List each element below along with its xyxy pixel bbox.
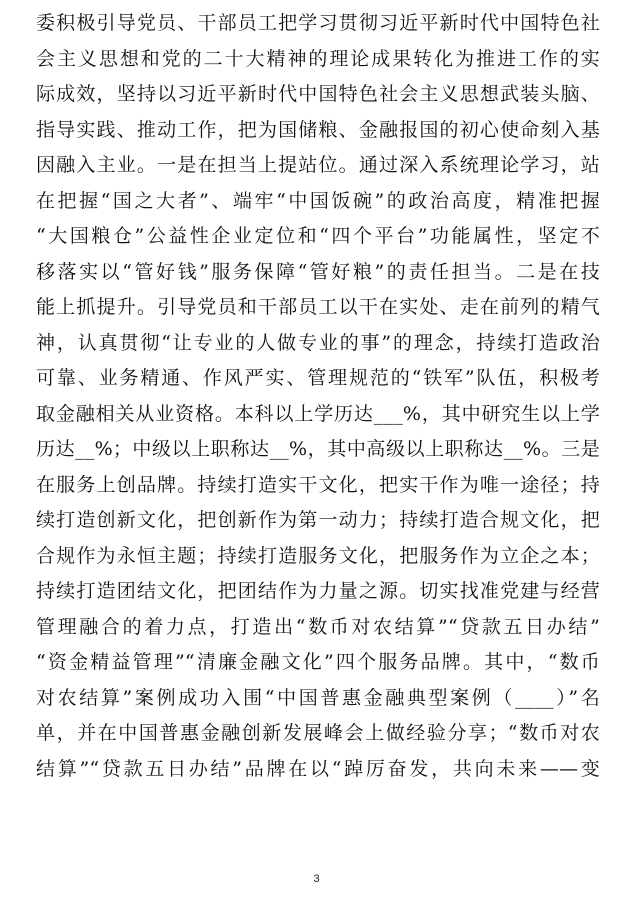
text-line: 历达__%；中级以上职称达__%，其中高级以上职称达__%。三是 (36, 438, 600, 460)
text-line: 在服务上创品牌。持续打造实干文化，把实干作为唯一途径；持 (36, 473, 600, 496)
text-line: “资金精益管理”“清廉金融文化”四个服务品牌。其中，“数币 (36, 651, 600, 673)
text-line: 神，认真贯彻“让专业的人做专业的事”的理念，持续打造政治 (36, 331, 600, 354)
text-line: 能上抓提升。引导党员和干部员工以干在实处、走在前列的精气 (36, 296, 600, 318)
text-line: “大国粮仓”公益性企业定位和“四个平台”功能属性，坚定不 (36, 225, 600, 247)
text-line: 合规作为永恒主题；持续打造服务文化，把服务作为立企之本； (36, 544, 600, 567)
text-line: 单，并在中国普惠金融创新发展峰会上做经验分享；“数币对农 (36, 722, 600, 744)
text-line: 结算”“贷款五日办结”品牌在以“踔厉奋发，共向未来——变 (36, 757, 600, 780)
text-line: 管理融合的着力点，打造出“数币对农结算”“贷款五日办结” (36, 615, 600, 638)
text-line: 在把握“国之大者”、端牢“中国饭碗”的政治高度，精准把握 (36, 189, 600, 212)
text-line: 会主义思想和党的二十大精神的理论成果转化为推进工作的实 (36, 47, 600, 70)
body-paragraph (36, 6, 600, 787)
text-line: 委积极引导党员、干部员工把学习贯彻习近平新时代中国特色社 (36, 12, 600, 34)
text-line: 移落实以“管好钱”服务保障“管好粮”的责任担当。二是在技 (36, 260, 600, 283)
text-line: 续打造创新文化，把创新作为第一动力；持续打造合规文化，把 (36, 509, 600, 531)
text-line: 对农结算”案例成功入围“中国普惠金融典型案例（____）”名 (36, 686, 600, 709)
page-number: 3 (313, 873, 320, 885)
text-line: 指导实践、推动工作，把为国储粮、金融报国的初心使命刻入基 (36, 118, 600, 141)
text-line: 际成效，坚持以习近平新时代中国特色社会主义思想武装头脑、 (36, 83, 600, 105)
text-line: 可靠、业务精通、作风严实、管理规范的“铁军”队伍，积极考 (36, 367, 600, 389)
text-line: 因融入主业。一是在担当上提站位。通过深入系统理论学习，站 (36, 154, 600, 176)
text-line: 持续打造团结文化，把团结作为力量之源。切实找准党建与经营 (36, 580, 600, 602)
text-line: 取金融相关从业资格。本科以上学历达___%，其中研究生以上学 (36, 402, 600, 425)
